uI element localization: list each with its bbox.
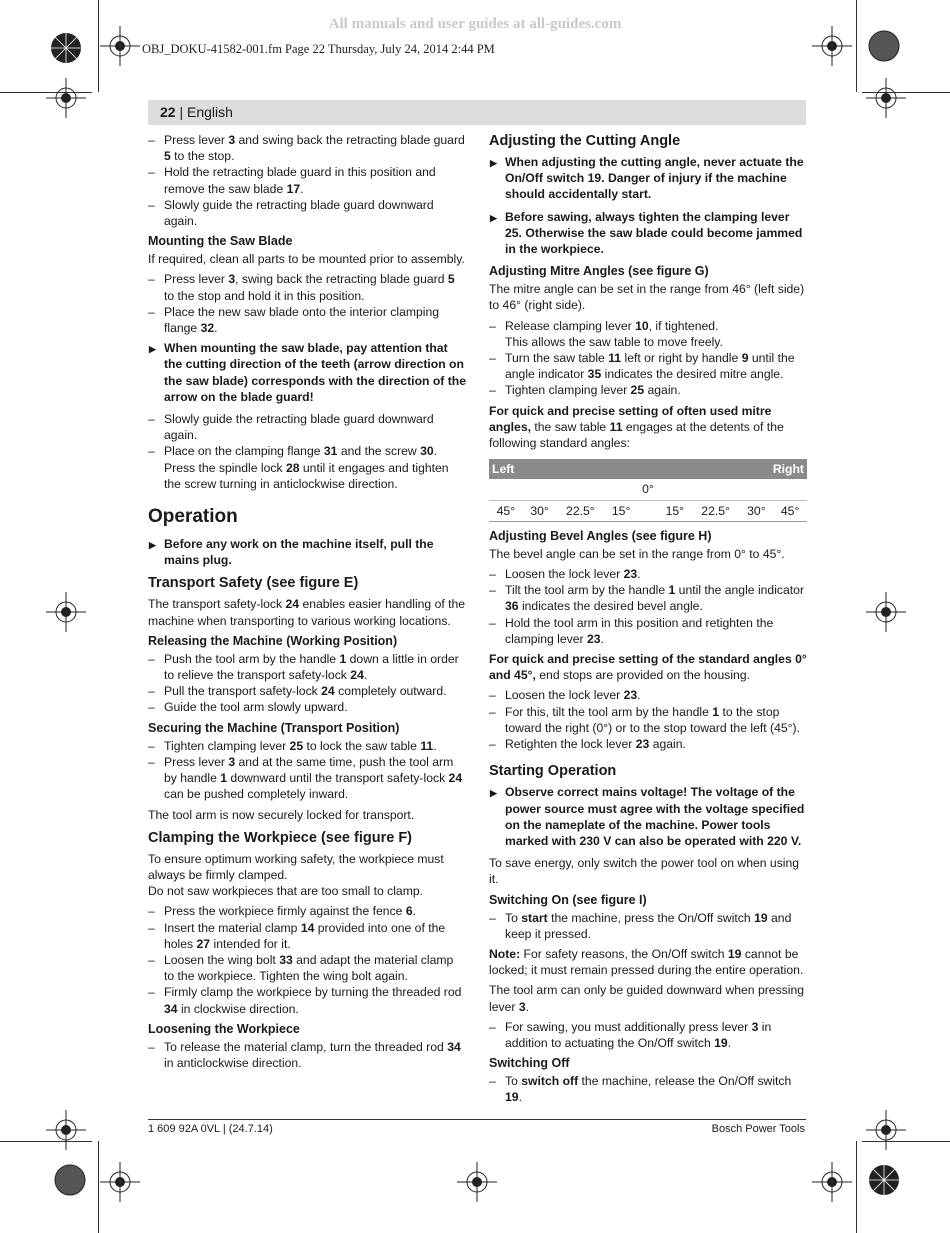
list-item: ▶ Before sawing, always tighten the clamping lever 25. Otherwise the saw blade could become jammed in the workpiece. [489,209,807,258]
starting-heading: Starting Operation [489,763,617,780]
registration-mark-icon [812,26,852,66]
switching-on-list-2 [489,1019,807,1051]
crop-line [856,1141,857,1233]
list-item: – Retighten the lock lever 23 again. [489,736,807,752]
loosening-list [148,1039,466,1071]
mitre-quick-paragraph: For quick and precise setting of often used mitre angles, the saw table 11 engages at the detents of the following standard angles: [489,403,784,451]
table-cell: 15° [658,500,692,521]
registration-mark-icon [100,26,140,66]
header-separator: | [175,104,187,120]
securing-paragraph: The tool arm is now securely locked for transport. [148,807,415,822]
list-item: – Loosen the wing bolt 33 and adapt the material clamp to the workpiece. Tighten the wing bolt again. [148,952,466,984]
mounting-heading: Mounting the Saw Blade [148,234,293,249]
transport-paragraph: The transport safety-lock 24 enables easier handling of the machine when transporting to various working locations. [148,597,466,628]
list-item: – Release clamping lever 10, if tightened. This allows the saw table to move freely. [489,318,807,350]
list-item: – Loosen the lock lever 23. [489,687,807,703]
list-item: – Slowly guide the retracting blade guard downward again. [148,411,466,443]
starting-warning: ▶ Observe correct mains voltage! The voltage of the power source must agree with the voltage specified on the nameplate of the machine. Power tools marked with 230 V can also be operated with 220 V. [489,784,807,849]
switching-off-heading: Switching Off [489,1056,570,1071]
list-item: – To start the machine, press the On/Off switch 19 and keep it pressed. [489,910,807,942]
tool-arm-paragraph: The tool arm can only be guided downward when pressing lever 3. [489,983,805,1014]
registration-mark-icon [812,1162,852,1202]
table-header-row [489,459,807,479]
list-item: – Pull the transport safety-lock 24 completely outward. [148,683,466,699]
footer-brand: Bosch Power Tools [711,1123,805,1135]
file-slug: OBJ_DOKU-41582-001.fm Page 22 Thursday, July 24, 2014 2:44 PM [142,42,495,56]
list-item: – Push the tool arm by the handle 1 down a little in order to relieve the transport safety-lock 24. [148,651,466,683]
watermark: All manuals and user guides at all-guides.com [328,16,622,32]
registration-mark-icon [46,592,86,632]
bevel-list [489,566,807,647]
operation-heading: Operation [148,506,238,528]
securing-list [148,738,466,803]
registration-mark-icon [866,592,906,632]
footer-doc-number: 1 609 92A 0VL | (24.7.14) [148,1123,273,1135]
registration-mark-icon [46,1110,86,1150]
list-item: – Tighten clamping lever 25 again. [489,382,807,398]
table-cell-center: 0° [489,479,807,500]
starting-paragraph: To save energy, only switch the power tool on when using it. [489,856,800,887]
list-item: – Place on the clamping flange 31 and the screw 30. Press the spindle lock 28 until it engages and tighten the screw turning in anticlockwise direction. [148,443,466,492]
list-item: – For this, tilt the tool arm by the handle 1 to the stop toward the right (0°) or to the stop toward the left (45°). [489,704,807,736]
star-target-icon [864,1160,904,1200]
releasing-heading: Releasing the Machine (Working Position) [148,633,398,648]
clamping-paragraph-2: Do not saw workpieces that are too small to clamp. [148,884,424,899]
list-item: – For sawing, you must additionally press lever 3 in addition to actuating the On/Off switch 19. [489,1019,807,1051]
list-item: – Slowly guide the retracting blade guard downward again. [148,197,466,229]
crop-line [98,0,99,92]
table-cell: 45° [773,500,807,521]
list-item: – Press the workpiece firmly against the fence 6. [148,903,466,919]
list-item: – Hold the retracting blade guard in this position and remove the saw blade 17. [148,164,466,196]
table-cell: 30° [740,500,774,521]
switching-on-heading: Switching On (see figure I) [489,892,647,907]
list-item: – Loosen the lock lever 23. [489,566,807,582]
operation-warning-list [148,536,466,568]
list-item: – Tilt the tool arm by the handle 1 until the angle indicator 36 indicates the desired bevel angle. [489,582,807,614]
starting-warning-list [489,784,807,849]
header-language: English [187,104,233,120]
mounting-warning-list [148,340,466,405]
mounting-list-2 [148,411,466,492]
registration-mark-icon [866,1110,906,1150]
registration-mark-icon [46,78,86,118]
crop-line [98,1141,99,1233]
list-item: – Firmly clamp the workpiece by turning the threaded rod 34 in clockwise direction. [148,984,466,1016]
securing-heading: Securing the Machine (Transport Position) [148,720,400,735]
intro-list [148,132,466,229]
registration-mark-icon [100,1162,140,1202]
table-cell: 15° [604,500,638,521]
list-item: – To switch off the machine, release the On/Off switch 19. [489,1073,807,1105]
switching-off-list [489,1073,807,1105]
clamping-list [148,903,466,1016]
list-item: – Press lever 3, swing back the retracting blade guard 5 to the stop and hold it in this position. [148,271,466,303]
table-header-right: Right [658,459,807,479]
table-cell: 22.5° [556,500,604,521]
list-item: – Place the new saw blade onto the interior clamping flange 32. [148,304,466,336]
clamping-paragraph-1: To ensure optimum working safety, the workpiece must always be firmly clamped. [148,851,444,882]
transport-heading: Transport Safety (see figure E) [148,575,359,592]
list-item: – Tighten clamping lever 25 to lock the saw table 11. [148,738,466,754]
registration-mark-icon [866,78,906,118]
cutting-angle-heading: Adjusting the Cutting Angle [489,133,681,149]
mounting-paragraph: If required, clean all parts to be mounted prior to assembly. [148,252,465,267]
list-item: ▶ When adjusting the cutting angle, never actuate the On/Off switch 19. Danger of injury if the machine should accidentally start. [489,154,807,203]
list-item: – Guide the tool arm slowly upward. [148,699,466,715]
mounting-warning: ▶ When mounting the saw blade, pay attention that the cutting direction of the teeth (arrow direction on the saw blade) corresponds with the direction of the arrow on the blade guard! [148,340,466,405]
list-item: – Hold the tool arm in this position and retighten the clamping lever 23. [489,615,807,647]
list-item-continuation: This allows the saw table to move freely. [505,334,723,349]
table-cell-gap [638,500,658,521]
page-header [160,104,233,120]
registration-mark-icon [457,1162,497,1202]
table-row [489,500,807,521]
bevel-heading: Adjusting Bevel Angles (see figure H) [489,528,712,543]
releasing-list [148,651,466,716]
cutting-warning-list [489,154,807,257]
mounting-list [148,271,466,336]
operation-warning: ▶ Before any work on the machine itself, pull the mains plug. [148,536,466,568]
table-cell: 22.5° [692,500,740,521]
standard-angles-table [489,459,807,522]
list-item: – Insert the material clamp 14 provided into one of the holes 27 intended for it. [148,920,466,952]
table-row [489,479,807,500]
table-cell: 45° [489,500,523,521]
list-item: – Press lever 3 and swing back the retracting blade guard 5 to the stop. [148,132,466,164]
clamping-heading: Clamping the Workpiece (see figure F) [148,829,413,846]
list-item: – Turn the saw table 11 left or right by handle 9 until the angle indicator 35 indicates the desired mitre angle. [489,350,807,382]
table-cell: 30° [523,500,557,521]
loosening-heading: Loosening the Workpiece [148,1021,300,1036]
list-item-continuation: Press the spindle lock 28 until it engages and tighten the screw turning in anticlockwise direction. [164,460,449,491]
page-number: 22 [160,104,176,120]
list-item: – Press lever 3 and at the same time, push the tool arm by handle 1 downward until the transport safety-lock 24 can be pushed completely inward. [148,754,466,803]
star-target-icon [46,28,86,68]
left-column [148,132,466,1075]
table-header-left: Left [489,459,658,479]
bevel-list-2 [489,687,807,752]
bevel-paragraph: The bevel angle can be set in the range from 0° to 45°. [489,546,785,561]
gray-circle-icon [50,1160,90,1200]
bevel-quick-paragraph: For quick and precise setting of the standard angles 0° and 45°, end stops are provided on the housing. [489,652,807,683]
list-item: – To release the material clamp, turn the threaded rod 34 in anticlockwise direction. [148,1039,466,1071]
note-paragraph: Note: For safety reasons, the On/Off switch 19 cannot be locked; it must remain pressed during the entire operation. [489,946,804,978]
right-column [489,132,807,1110]
gray-circle-icon [864,26,904,66]
crop-line [856,0,857,92]
mitre-paragraph: The mitre angle can be set in the range from 46° (left side) to 46° (right side). [489,282,805,313]
mitre-heading: Adjusting Mitre Angles (see figure G) [489,264,709,279]
footer-rule [148,1119,806,1120]
switching-on-list [489,910,807,942]
mitre-list [489,318,807,399]
page-header-bar [148,100,806,125]
